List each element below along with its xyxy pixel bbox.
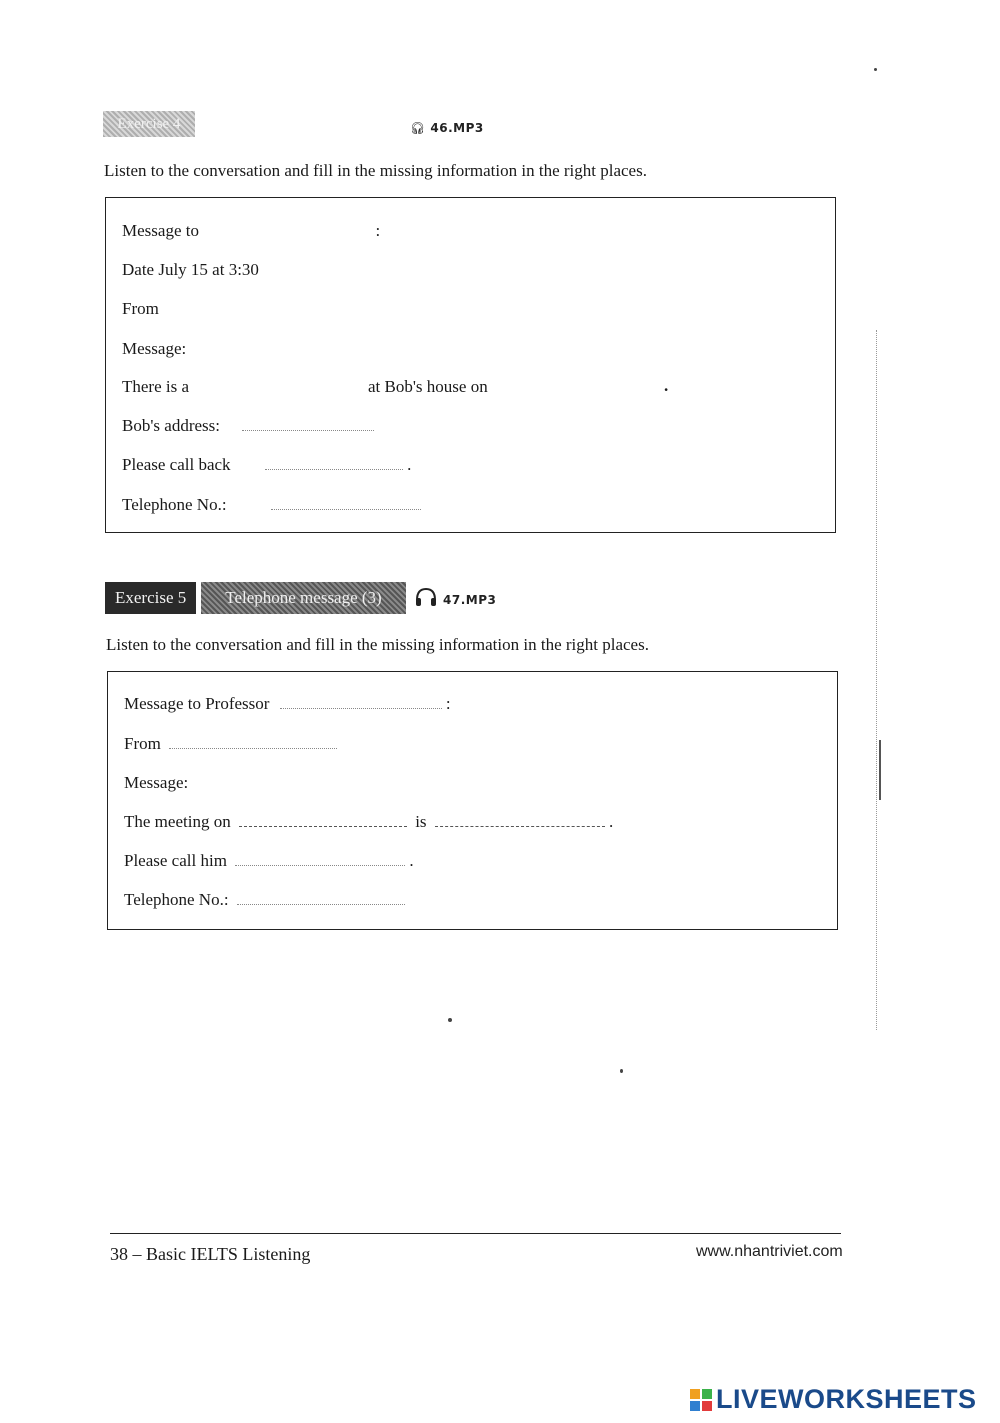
- exercise-5-title: Telephone message (3): [201, 582, 406, 614]
- scan-speck: [448, 1018, 452, 1022]
- professor-name-blank[interactable]: [280, 707, 442, 709]
- scan-edge-line: [876, 330, 877, 1030]
- message-to-label: Message to: [122, 221, 199, 240]
- professor-colon: :: [445, 694, 451, 713]
- meeting-date-blank[interactable]: [239, 825, 407, 827]
- meeting-period: .: [609, 812, 614, 831]
- there-is-a-label: There is a: [122, 377, 190, 396]
- scan-speck: [620, 1069, 623, 1073]
- liveworksheets-text: LIVEWORKSHEETS: [716, 1384, 977, 1414]
- page-number-title: 38 – Basic IELTS Listening: [110, 1244, 311, 1264]
- please-call-back-blank[interactable]: [265, 468, 403, 470]
- meeting-is-label: is: [415, 812, 427, 831]
- message-to-colon: :: [375, 221, 381, 240]
- event-blank[interactable]: [122, 377, 362, 397]
- please-call-back-period: .: [407, 455, 412, 474]
- bobs-address-label: Bob's address:: [122, 416, 220, 435]
- there-is-period: .: [664, 376, 669, 395]
- telephone-row: [122, 495, 421, 515]
- ex5-from-label: From: [124, 734, 161, 753]
- please-call-back-label: Please call back: [122, 455, 231, 474]
- meeting-row: [124, 812, 613, 832]
- scan-edge-mark: [879, 740, 881, 800]
- at-bobs-house-label: at Bob's house on: [368, 377, 488, 396]
- from-label: From: [122, 299, 159, 318]
- message-to-row: [122, 221, 380, 241]
- ex5-telephone-blank[interactable]: [237, 903, 405, 905]
- publisher-url: www.nhantriviet.com: [696, 1243, 843, 1260]
- bobs-address-row: [122, 416, 374, 436]
- message-to-professor-label: Message to Professor: [124, 694, 270, 713]
- headphone-icon: [414, 586, 438, 608]
- please-call-back-row: [122, 455, 411, 475]
- headphone-icon: 🎧︎: [410, 121, 426, 135]
- exercise-4-audio-file: 46.MP3: [430, 121, 484, 135]
- meeting-on-label: The meeting on: [124, 812, 231, 831]
- message-to-professor-row: [124, 694, 451, 714]
- ex5-telephone-label: Telephone No.:: [124, 890, 229, 909]
- please-call-him-row: [124, 851, 414, 871]
- from-row: [122, 299, 363, 319]
- date-row: Date July 15 at 3:30: [122, 260, 259, 279]
- message-label: Message:: [122, 339, 187, 358]
- telephone-label: Telephone No.:: [122, 495, 227, 514]
- ex5-telephone-row: [124, 890, 405, 910]
- please-call-him-label: Please call him: [124, 851, 227, 870]
- meeting-status-blank[interactable]: [435, 825, 605, 827]
- scan-speck: [874, 68, 877, 71]
- ex5-message-label: Message:: [124, 773, 189, 792]
- date-blank[interactable]: [506, 377, 661, 397]
- please-call-him-period: .: [409, 851, 414, 870]
- please-call-him-blank[interactable]: [235, 864, 405, 866]
- exercise-4-banner: Exercise 4: [103, 111, 195, 137]
- telephone-blank[interactable]: [271, 508, 421, 510]
- exercise-4-audio-label: [410, 121, 484, 135]
- liveworksheets-icon: [690, 1389, 712, 1411]
- exercise-5-instruction: Listen to the conversation and fill in the missing information in the right places.: [106, 635, 649, 654]
- ex5-from-blank[interactable]: [169, 747, 337, 749]
- exercise-5-message-box: [107, 671, 838, 930]
- exercise-4-message-box: [105, 197, 836, 533]
- exercise-5-label: Exercise 5: [105, 582, 196, 614]
- bobs-address-blank[interactable]: [242, 429, 374, 431]
- exercise-5-audio-file: 47.MP3: [443, 593, 497, 607]
- exercise-4-instruction: Listen to the conversation and fill in the missing information in the right places.: [104, 161, 647, 180]
- liveworksheets-logo: [690, 1384, 977, 1415]
- ex5-from-row: [124, 734, 337, 754]
- footer-divider: [110, 1233, 841, 1234]
